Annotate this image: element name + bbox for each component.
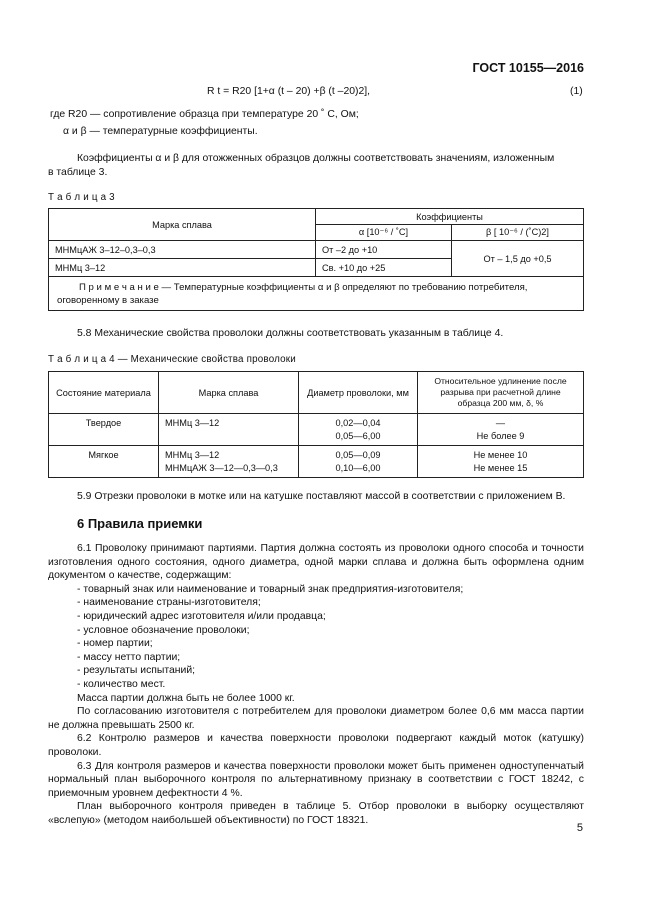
paragraph-6-3: 6.3 Для контроля размеров и качества поверхности проволоки может быть применен одноступенчатый нормальный план выборочного контроля по альтернативному признаку в соответствии с ГОСТ 18242, с приемочным уровнем дефектности 4 %. — [48, 760, 584, 799]
elongation-value: — — [495, 417, 506, 428]
paragraph-6-2: 6.2 Контролю размеров и качества поверхности проволоки подвергают каждый моток (катушку) проволоки. — [48, 733, 584, 758]
sampling-plan-paragraph: План выборочного контроля приведен в таблице 5. Отбор проволоки в выборку осуществляют «вслепую» (методом наибольшей объективности) по ГОСТ 18321. — [48, 801, 584, 826]
table3-header-alloy: Марка сплава — [49, 209, 316, 241]
table3-header-alpha: α [10⁻⁶ / ˚С] — [316, 225, 452, 241]
table-row — [49, 241, 584, 259]
table-row — [49, 446, 584, 478]
table4-header-state: Состояние материала — [49, 372, 159, 414]
table4-header-diameter: Диаметр проволоки, мм — [299, 372, 418, 414]
list-item: - результаты испытаний; — [77, 665, 196, 677]
table-row — [49, 414, 584, 446]
where-line-1: где R20 — сопротивление образца при температуре 20 ˚ С, Ом; — [50, 109, 359, 120]
list-item: - номер партии; — [77, 638, 153, 650]
table3 — [48, 208, 584, 311]
section-6-body — [48, 542, 584, 827]
alloy-value: МНМц 3—12 — [165, 449, 220, 460]
list-item: - условное обозначение проволоки; — [77, 624, 250, 636]
table4-cell — [418, 446, 584, 478]
where-line-2: α и β — температурные коэффициенты. — [63, 126, 258, 137]
table3-cell: МНМцАЖ 3–12–0,3–0,3 — [49, 241, 316, 259]
page-number: 5 — [576, 822, 583, 834]
table4-cell — [299, 414, 418, 446]
coef-paragraph-line-1: Коэффициенты α и β для отожженных образцов должны соответствовать значениям, изложенным — [77, 153, 555, 164]
list-item: - наименование страны-изготовителя; — [77, 597, 261, 609]
table3-note — [49, 277, 584, 311]
table4-header-elongation: Относительное удлинение после разрыва при расчетной длине образца 200 мм, δ, % — [418, 372, 584, 414]
mass-limit: Масса партии должна быть не более 1000 кг. — [77, 692, 295, 704]
list-item: - количество мест. — [77, 678, 166, 690]
table3-cell: МНМц 3–12 — [49, 259, 316, 277]
table3-cell: Св. +10 до +25 — [316, 259, 452, 277]
table4-cell: Твердое — [49, 414, 159, 446]
document-contents-list — [48, 583, 584, 692]
elongation-value: Не более 9 — [476, 430, 525, 441]
table4-header-alloy: Марка сплава — [159, 372, 299, 414]
list-item: - юридический адрес изготовителя и/или продавца; — [77, 610, 326, 622]
table4-cell — [299, 446, 418, 478]
table3-header-beta: β [ 10⁻⁶ / (˚С)2] — [452, 225, 584, 241]
table4-caption: Т а б л и ц а 4 — Механические свойства проволоки — [48, 354, 296, 365]
diameter-value: 0,10—6,00 — [335, 462, 381, 473]
coef-paragraph-line-2: в таблице 3. — [48, 167, 108, 178]
diameter-value: 0,02—0,04 — [335, 417, 381, 428]
table4-cell: Мягкое — [49, 446, 159, 478]
table4-cell — [418, 414, 584, 446]
table3-caption: Т а б л и ц а 3 — [48, 192, 115, 203]
paragraph-5-9: 5.9 Отрезки проволоки в мотке или на катушке поставляют массой в соответствии с приложением В. — [77, 491, 566, 502]
diameter-value: 0,05—0,09 — [335, 449, 381, 460]
table3-cell: От – 1,5 до +0,5 — [452, 241, 584, 277]
document-id: ГОСТ 10155—2016 — [472, 61, 584, 75]
elongation-value: Не менее 15 — [473, 462, 528, 473]
note-text: — Температурные коэффициенты α и β определяют по требованию потребителя, оговоренному в заказе — [57, 281, 528, 306]
alloy-value: МНМцАЖ 3—12—0,3—0,3 — [165, 462, 278, 473]
formula-number: (1) — [570, 86, 583, 97]
section-6-title: 6 Правила приемки — [77, 516, 203, 531]
paragraph-5-8: 5.8 Механические свойства проволоки должны соответствовать указанным в таблице 4. — [77, 328, 504, 339]
table4-cell: МНМц 3—12 — [159, 414, 299, 446]
agreement-paragraph: По согласованию изготовителя с потребителем для проволоки диаметром более 0,6 мм масса партии не должна превышать 2500 кг. — [48, 706, 584, 731]
note-label: П р и м е ч а н и е — [79, 281, 159, 293]
diameter-value: 0,05—6,00 — [335, 430, 381, 441]
table4-cell — [159, 446, 299, 478]
list-item: - товарный знак или наименование и товарный знак предприятия-изготовителя; — [77, 583, 464, 595]
table3-header-coef: Коэффициенты — [316, 209, 584, 225]
elongation-value: Не менее 10 — [473, 449, 528, 460]
table4 — [48, 371, 584, 478]
formula: R t = R20 [1+α (t – 20) +β (t –20)2], — [207, 86, 371, 97]
table3-cell: От –2 до +10 — [316, 241, 452, 259]
paragraph-6-1: 6.1 Проволоку принимают партиями. Партия должна состоять из проволоки одного способа и точности изготовления одного состояния, одного диаметра, одной марки сплава и должна быть оформлена одним документом о качестве, содержащим: — [48, 543, 584, 582]
list-item: - массу нетто партии; — [77, 651, 181, 663]
